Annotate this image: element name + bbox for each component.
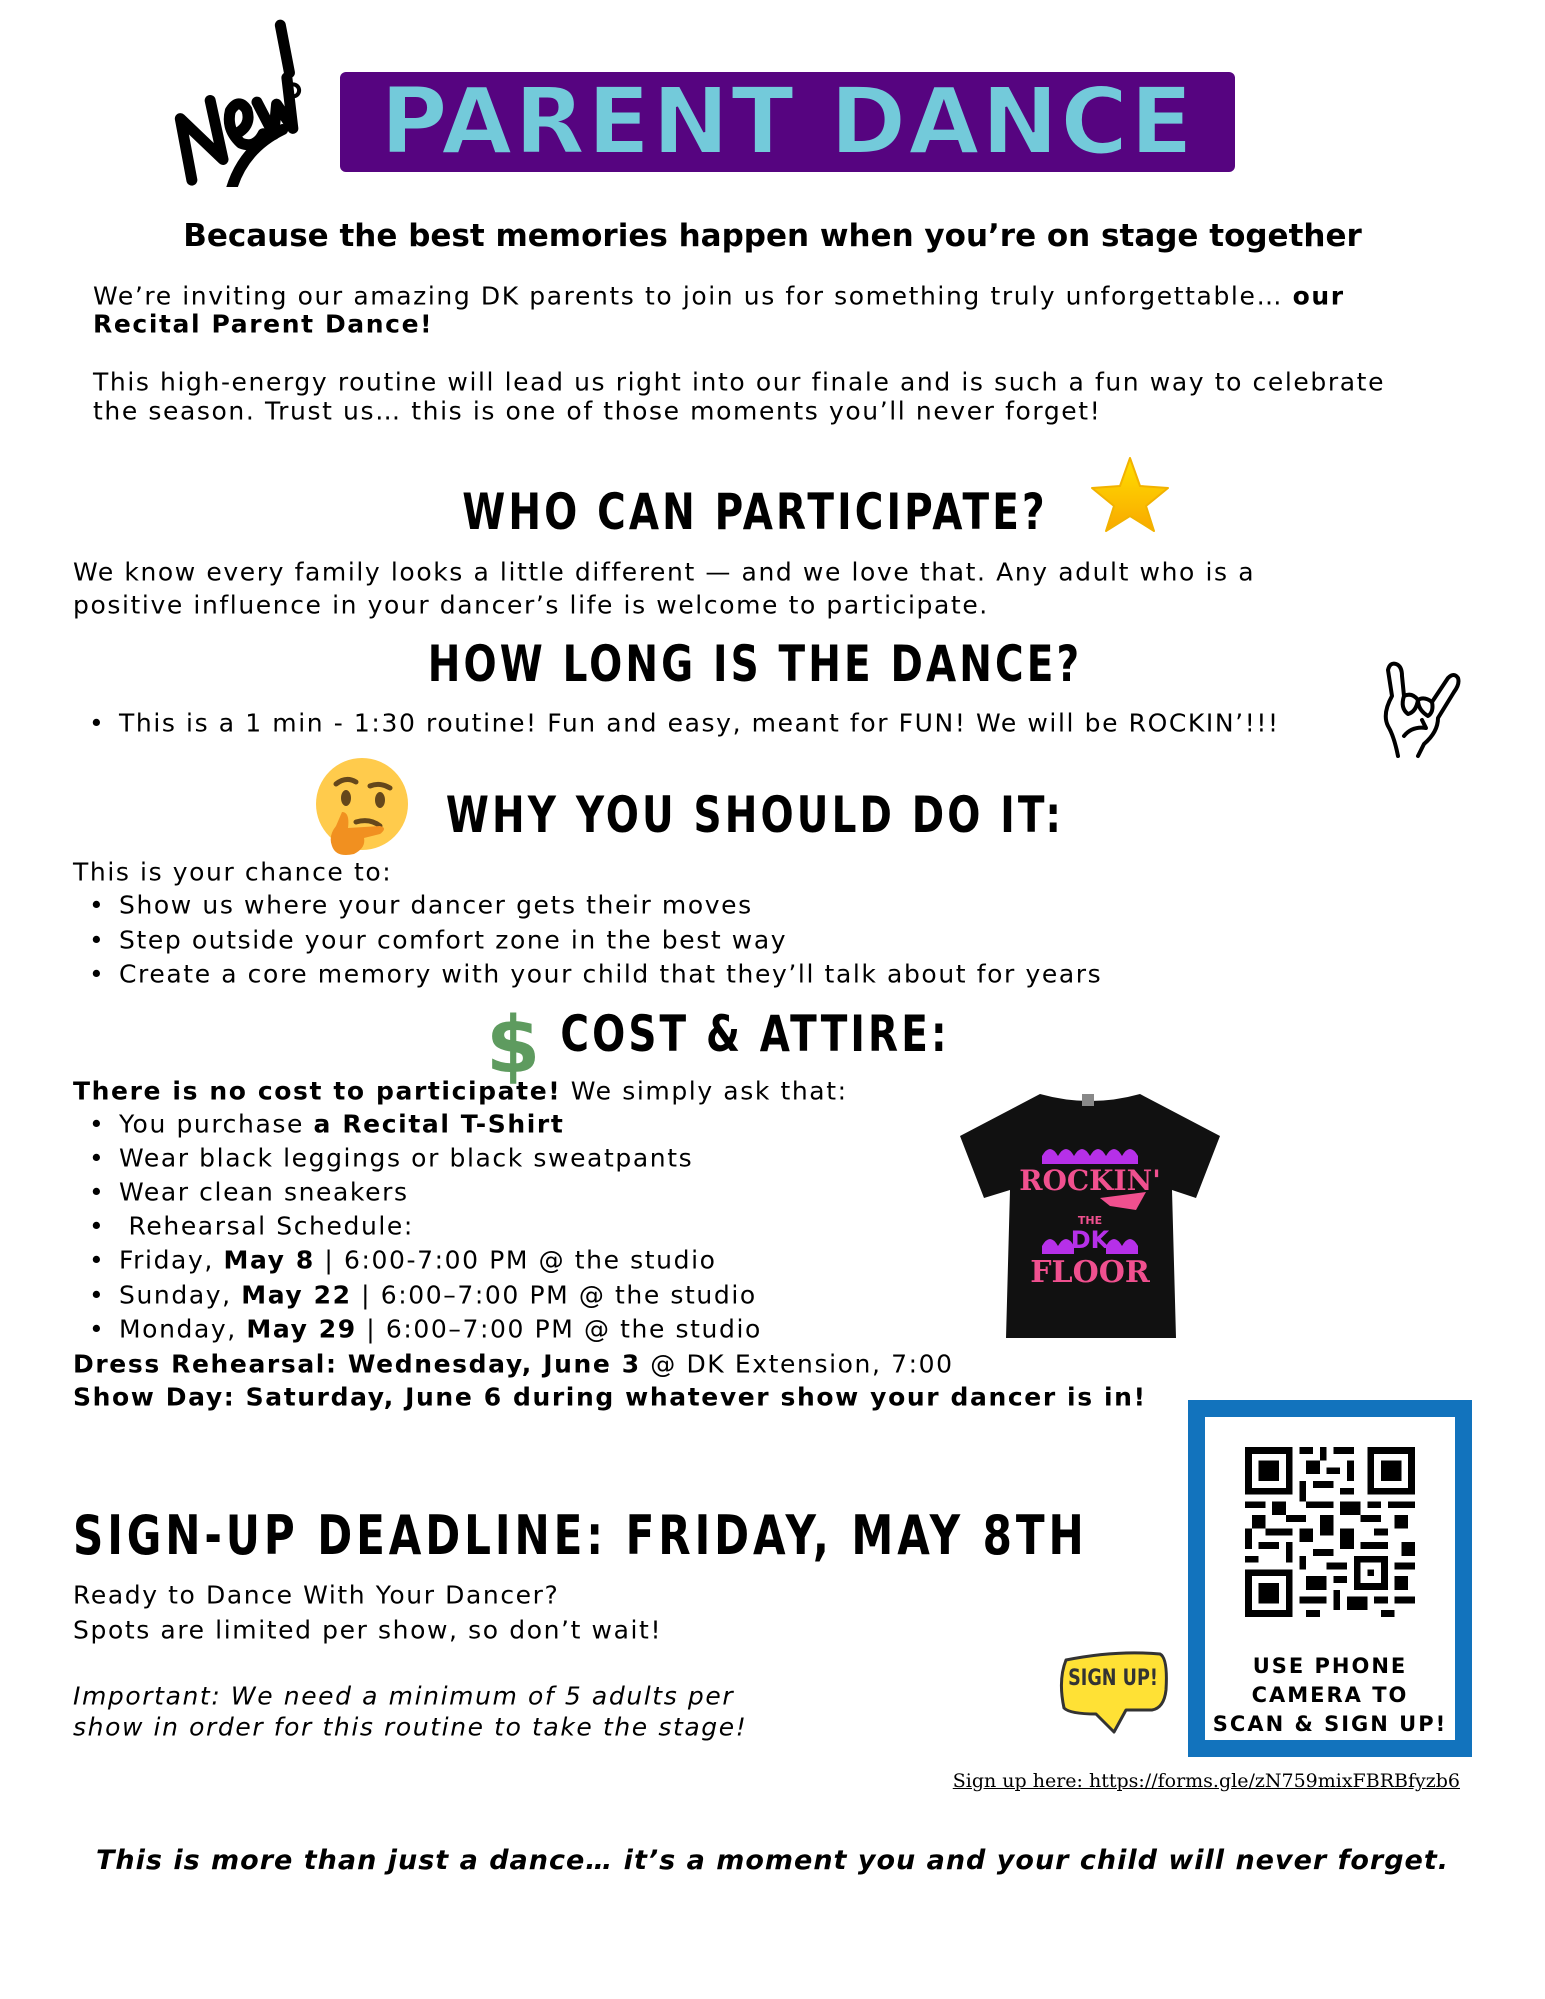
important-line-2: show in order for this routine to take the stage! xyxy=(73,1712,748,1742)
list-item xyxy=(93,890,753,920)
recital-tshirt-image xyxy=(950,1086,1230,1342)
qr-caption xyxy=(1205,1652,1455,1739)
intro-bold: our xyxy=(1292,281,1345,311)
show-day: Show Day: Saturday, June 6 during whatever show your dancer is in! xyxy=(73,1382,1147,1412)
bullet-bold: May 8 xyxy=(223,1245,315,1275)
title-banner xyxy=(340,68,1235,175)
list-item xyxy=(93,1177,409,1207)
qr-caption-line: USE PHONE xyxy=(1252,1654,1408,1678)
intro-line-2 xyxy=(93,309,434,339)
dress-rehearsal-bold: Dress Rehearsal: Wednesday, June 3 xyxy=(73,1349,641,1379)
signup-line-1: Ready to Dance With Your Dancer? xyxy=(73,1580,560,1610)
rock-hand-icon xyxy=(1378,656,1462,762)
bullet-text: Create a core memory with your child that they’ll talk about for years xyxy=(119,959,1103,989)
intro-bold-2: Recital Parent Dance! xyxy=(93,309,434,339)
sign-up-bubble-label: SIGN UP! xyxy=(1068,1666,1158,1691)
who-line-1: We know every family looks a little different — and we love that. Any adult who is a xyxy=(73,557,1256,587)
list-item xyxy=(93,1280,757,1310)
dress-rehearsal-rest: @ DK Extension, 7:00 xyxy=(640,1349,954,1379)
why-heading: WHY YOU SHOULD DO IT: xyxy=(445,786,1065,844)
bullet-text: Friday, xyxy=(119,1245,224,1275)
signup-deadline-heading: SIGN-UP DEADLINE: FRIDAY, MAY 8TH xyxy=(73,1504,1088,1567)
cost-intro xyxy=(73,1076,848,1106)
cost-heading: COST & ATTIRE: xyxy=(560,1005,950,1063)
qr-frame xyxy=(1188,1400,1472,1757)
who-line-2: positive influence in your dancer’s life is welcome to participate. xyxy=(73,590,989,620)
signup-link[interactable]: Sign up here: https://forms.gle/zN759mixFBRBfyzb6 xyxy=(952,1770,1460,1792)
tshirt-floor: FLOOR xyxy=(1030,1255,1150,1290)
bullet-text: This is a 1 min - 1:30 routine! Fun and easy, meant for FUN! We will be ROCKIN’!!! xyxy=(119,708,1280,738)
important-line-1: Important: We need a minimum of 5 adults per xyxy=(73,1681,735,1711)
bullet-text: Step outside your comfort zone in the best way xyxy=(119,925,788,955)
how-long-heading: HOW LONG IS THE DANCE? xyxy=(427,635,1083,693)
bullet-text-post: | 6:00–7:00 PM @ the studio xyxy=(351,1280,757,1310)
list-item xyxy=(93,959,1103,989)
tshirt-the: THE xyxy=(1077,1214,1103,1227)
who-heading: WHO CAN PARTICIPATE? xyxy=(462,483,1048,541)
signup-line-2: Spots are limited per show, so don’t wait! xyxy=(73,1615,663,1645)
thinking-face-icon xyxy=(308,756,412,860)
bullet-text-post: | 6:00-7:00 PM @ the studio xyxy=(314,1245,717,1275)
bullet-text-post: | 6:00–7:00 PM @ the studio xyxy=(356,1314,762,1344)
list-item xyxy=(93,1245,717,1275)
dollar-icon: $ xyxy=(486,1001,541,1091)
intro-para2-line-1: This high-energy routine will lead us right into our finale and is such a fun way to celebrate xyxy=(93,367,1386,397)
qr-code[interactable] xyxy=(1245,1447,1415,1617)
bullet-text: Wear black leggings or black sweatpants xyxy=(119,1143,694,1173)
subtitle: Because the best memories happen when you’re on stage together xyxy=(183,218,1362,254)
list-item xyxy=(93,1109,565,1139)
cost-intro-rest: We simply ask that: xyxy=(561,1076,848,1106)
intro-text: We’re inviting our amazing DK parents to join us for something truly unforgettable… xyxy=(93,281,1284,311)
bullet-text: You purchase xyxy=(119,1109,314,1139)
qr-card xyxy=(1205,1417,1455,1740)
dress-rehearsal xyxy=(73,1349,954,1379)
qr-caption-line: SCAN & SIGN UP! xyxy=(1212,1712,1448,1736)
bullet-bold: May 22 xyxy=(241,1280,352,1310)
footer-tagline: This is more than just a dance… it’s a moment you and your child will never forget. xyxy=(95,1845,1450,1876)
bullet-bold: May 29 xyxy=(246,1314,357,1344)
bullet-text: Sunday, xyxy=(119,1280,242,1310)
list-item xyxy=(93,1143,694,1173)
intro-para2-line-2: the season. Trust us… this is one of those moments you’ll never forget! xyxy=(93,396,1102,426)
why-intro: This is your chance to: xyxy=(73,857,393,887)
qr-caption-line: CAMERA TO xyxy=(1251,1683,1409,1707)
tshirt-rockin: ROCKIN' xyxy=(1019,1164,1161,1197)
intro-line-1 xyxy=(93,281,1345,311)
sign-up-bubble[interactable] xyxy=(1056,1650,1170,1738)
cost-intro-bold: There is no cost to participate! xyxy=(73,1076,562,1106)
tshirt-dk-logo: DK xyxy=(1070,1226,1110,1254)
star-icon xyxy=(1090,456,1170,532)
bullet-text: Rehearsal Schedule: xyxy=(119,1211,414,1241)
page-title: PARENT DANCE xyxy=(380,68,1195,175)
list-item xyxy=(93,925,788,955)
how-long-bullet xyxy=(93,708,1280,738)
bullet-text: Monday, xyxy=(119,1314,247,1344)
new-badge-logo xyxy=(148,12,328,187)
bullet-text: Show us where your dancer gets their moves xyxy=(119,890,753,920)
list-item xyxy=(93,1314,762,1344)
bullet-text: Wear clean sneakers xyxy=(119,1177,409,1207)
bullet-bold: a Recital T-Shirt xyxy=(313,1109,565,1139)
list-item xyxy=(93,1211,414,1241)
